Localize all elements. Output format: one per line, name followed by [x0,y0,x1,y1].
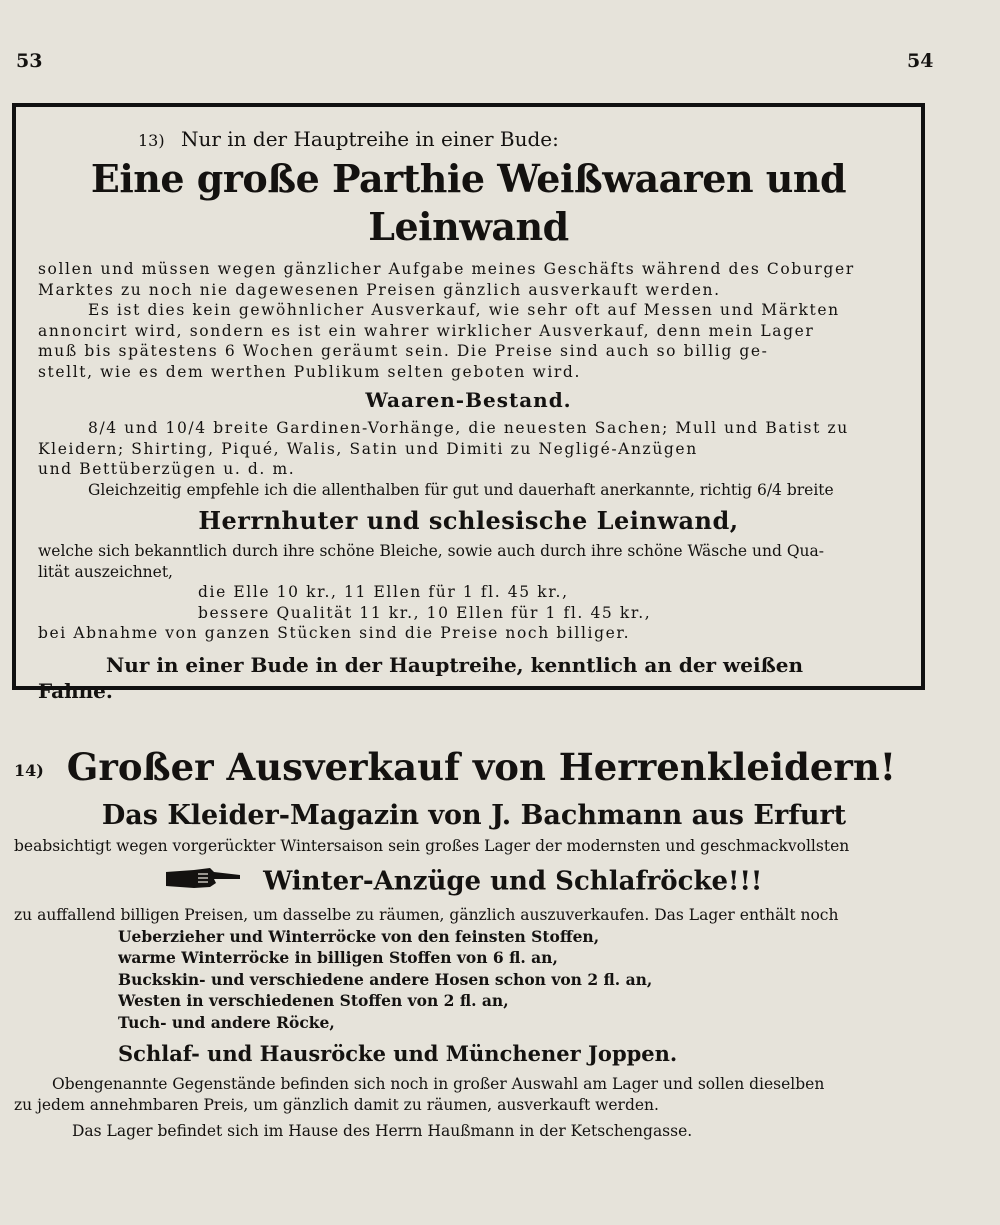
ad13-headline: Eine große Parthie Weißwaaren und Leinwand [90,156,847,249]
ad13-stock-line: 8/4 und 10/4 breite Gardinen-Vorhänge, die neuesten Sachen; Mull und Batist zu [88,419,849,437]
pointing-hand-icon [164,866,242,899]
ad14-intro2: zu auffallend billigen Preisen, um dasselbe zu räumen, gänzlich auszuverkaufen. Das Lager enthält noch [14,906,839,924]
ad13-stock-line: Kleidern; Shirting, Piqué, Walis, Satin und Dimiti zu Negligé-Anzügen [38,439,698,458]
list-item: warme Winterröcke in billigen Stoffen von 6 fl. an, [118,948,558,967]
ad13-intro [138,127,899,151]
ad14-big-item: Schlaf- und Hausröcke und Münchener Joppen. [118,1041,678,1066]
list-item: Westen in verschiedenen Stoffen von 2 fl. an, [118,991,509,1010]
advertisement-13 [12,103,925,703]
ad13-number: 13) [138,131,165,150]
ad13-stock-heading: Waaren-Bestand. [365,388,572,412]
ad13-p2-line: muß bis spätestens 6 Wochen geräumt sein. Die Preise sind auch so billig ge- [38,342,769,360]
ad13-stock-line: Gleichzeitig empfehle ich die allenthalben für gut und dauerhaft anerkannte, richtig 6/4 breite [88,480,834,499]
ad13-p1-line: Marktes zu noch nie dagewesenen Preisen gänzlich ausverkauft werden. [38,280,721,299]
ad14-tail-line: Obengenannte Gegenstände befinden sich noch in großer Auswahl am Lager und sollen dieselben [52,1075,825,1093]
ad14-highlight [164,866,934,899]
ad13-p3-line: welche sich bekanntlich durch ihre schöne Bleiche, sowie auch durch ihre schöne Wäsche und Qua- [38,542,824,560]
list-item: Buckskin- und verschiedene andere Hosen schon von 2 fl. an, [118,969,653,989]
list-item: Ueberzieher und Winterröcke von den feinsten Stoffen, [118,926,600,946]
ad13-p2-line: Es ist dies kein gewöhnlicher Ausverkauf, wie sehr oft auf Messen und Märkten [88,301,840,319]
ad13-price-line: die Elle 10 kr., 11 Ellen für 1 fl. 45 kr., [198,583,569,601]
list-item: Tuch- und andere Röcke, [118,1012,335,1032]
ad13-linen-heading: Herrnhuter und schlesische Leinwand, [198,506,739,535]
ad14-headline [14,744,934,794]
ad14-number: 14) [14,760,44,780]
ad14-tail-line: zu jedem annehmbaren Preis, um gänzlich damit zu räumen, ausverkauft werden. [14,1095,659,1114]
ad13-closing-line: Fahne. [38,678,113,703]
ad14-intro: beabsichtigt wegen vorgerückter Wintersaison sein großes Lager der modernsten und geschmackvollsten [14,836,850,855]
ad13-closing-line: Nur in einer Bude in der Hauptreihe, kenntlich an der weißen [106,652,804,677]
ad13-p2-line: stellt, wie es dem werthen Publikum selten geboten wird. [38,362,581,381]
ad13-p3-line: lität auszeichnet, [38,562,173,581]
ad14-highlight-text: Winter-Anzüge und Schlafröcke!!! [263,866,763,897]
ad13-price-line: bei Abnahme von ganzen Stücken sind die Preise noch billiger. [38,624,631,642]
ad14-headline-text: Großer Ausverkauf von Herrenkleidern! [66,745,897,789]
ad13-intro-text: Nur in der Hauptreihe in einer Bude: [180,127,559,151]
ad14-shop-name: Das Kleider-Magazin von J. Bachmann aus Erfurt [101,799,847,831]
ad13-p2-line: annoncirt wird, sondern es ist ein wahrer wirklicher Ausverkauf, denn mein Lager [38,321,815,340]
advertisement-14 [14,744,934,1142]
ad13-price-line: bessere Qualität 11 kr., 10 Ellen für 1 fl. 45 kr., [198,603,652,622]
ad13-stock-line: und Bettüberzügen u. d. m. [38,460,296,478]
ad14-item-list [118,926,934,1034]
page-number-left: 53 [16,50,43,72]
page-number-right: 54 [907,50,934,72]
ad14-location: Das Lager befindet sich im Hause des Herrn Haußmann in der Ketschengasse. [72,1122,693,1140]
ad13-p1-line: sollen und müssen wegen gänzlicher Aufgabe meines Geschäfts während des Coburger [38,260,855,278]
